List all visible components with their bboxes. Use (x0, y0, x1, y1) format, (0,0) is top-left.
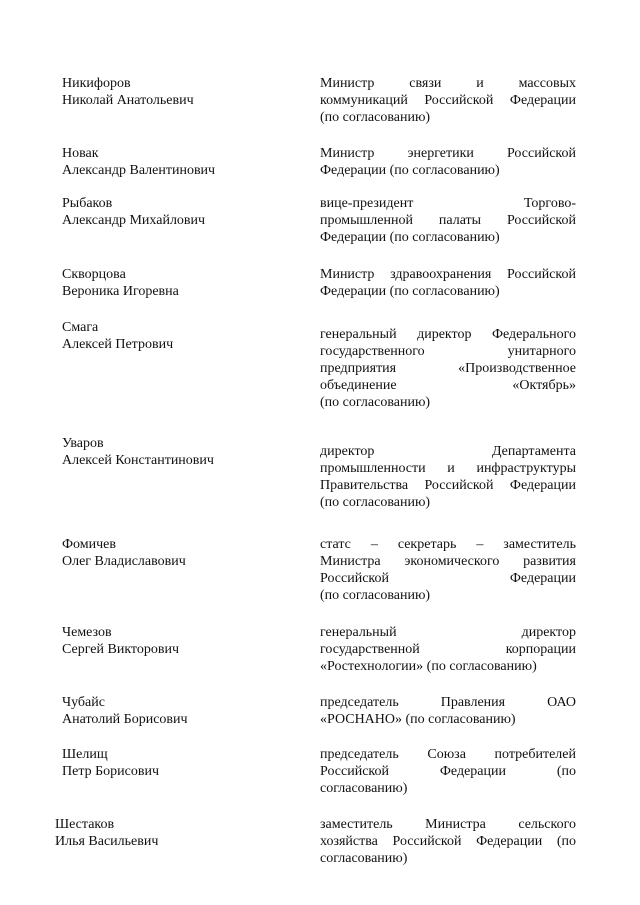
member-position (320, 75, 576, 126)
surname: Новак (62, 146, 99, 161)
given-names: Илья Васильевич (55, 834, 159, 849)
position-line: Федерации (по согласованию) (320, 230, 500, 245)
member-position (320, 266, 576, 300)
member-name (62, 266, 282, 300)
given-names: Алексей Петрович (62, 337, 174, 352)
position-line: Правительства Российской Федерации (320, 478, 576, 493)
given-names: Сергей Викторович (62, 642, 180, 657)
member-position (320, 536, 576, 604)
position-line: заместитель Министра сельского (320, 817, 576, 832)
member-position (320, 195, 576, 246)
member-name (62, 195, 282, 229)
position-line: Федерации (по согласованию) (320, 284, 500, 299)
surname: Смага (62, 320, 99, 335)
surname: Фомичев (62, 537, 117, 552)
position-line: промышленной палаты Российской (320, 213, 576, 228)
member-name (62, 435, 282, 469)
position-line: «Ростехнологии» (по согласованию) (320, 659, 537, 674)
surname: Чемезов (62, 625, 112, 640)
member-name (62, 746, 282, 780)
member-position (320, 624, 576, 675)
position-line: генеральный директор Федерального (320, 327, 576, 342)
position-line: государственной корпорации (320, 642, 576, 657)
position-line: согласованию) (320, 851, 408, 866)
member-position (320, 816, 576, 867)
member-position (320, 694, 576, 728)
position-line: вице-президент Торгово- (320, 196, 576, 211)
member-position (320, 145, 576, 179)
position-line: «РОСНАНО» (по согласованию) (320, 712, 516, 727)
position-line: промышленности и инфраструктуры (320, 461, 576, 476)
given-names: Алексей Константинович (62, 453, 214, 468)
position-line: председатель Союза потребителей (320, 747, 576, 762)
given-names: Николай Анатольевич (62, 93, 194, 108)
position-line: Российской Федерации (по (320, 764, 576, 779)
position-line: Министр здравоохранения Российской (320, 267, 576, 282)
member-name (62, 536, 282, 570)
position-line: (по согласованию) (320, 495, 431, 510)
position-line: директор Департамента (320, 444, 576, 459)
position-line: объединение «Октябрь» (320, 378, 576, 393)
surname: Чубайс (62, 695, 105, 710)
surname: Никифоров (62, 76, 131, 91)
member-position (320, 326, 576, 411)
member-position (320, 746, 576, 797)
position-line: (по согласованию) (320, 588, 431, 603)
position-line: Министр энергетики Российской (320, 146, 576, 161)
member-name (62, 319, 282, 353)
position-line: Российской Федерации (320, 571, 576, 586)
position-line: хозяйства Российской Федерации (по (320, 834, 576, 849)
position-line: Министр связи и массовых (320, 76, 576, 91)
given-names: Петр Борисович (62, 764, 160, 779)
member-position (320, 443, 576, 511)
given-names: Александр Валентинович (62, 163, 216, 178)
position-line: генеральный директор (320, 625, 576, 640)
position-line: согласованию) (320, 781, 408, 796)
position-line: председатель Правления ОАО (320, 695, 576, 710)
member-name (62, 694, 282, 728)
member-name (62, 145, 282, 179)
given-names: Олег Владиславович (62, 554, 186, 569)
position-line: Федерации (по согласованию) (320, 163, 500, 178)
surname: Рыбаков (62, 196, 113, 211)
given-names: Вероника Игоревна (62, 284, 179, 299)
given-names: Александр Михайлович (62, 213, 206, 228)
member-name (62, 75, 282, 109)
position-line: Министра экономического развития (320, 554, 576, 569)
surname: Шелищ (62, 747, 108, 762)
member-name (62, 624, 282, 658)
surname: Скворцова (62, 267, 126, 282)
position-line: государственного унитарного (320, 344, 576, 359)
position-line: статс – секретарь – заместитель (320, 537, 576, 552)
position-line: (по согласованию) (320, 110, 431, 125)
member-name (55, 816, 275, 850)
surname: Уваров (62, 436, 104, 451)
given-names: Анатолий Борисович (62, 712, 188, 727)
position-line: (по согласованию) (320, 395, 431, 410)
position-line: предприятия «Производственное (320, 361, 576, 376)
surname: Шестаков (55, 817, 115, 832)
position-line: коммуникаций Российской Федерации (320, 93, 576, 108)
